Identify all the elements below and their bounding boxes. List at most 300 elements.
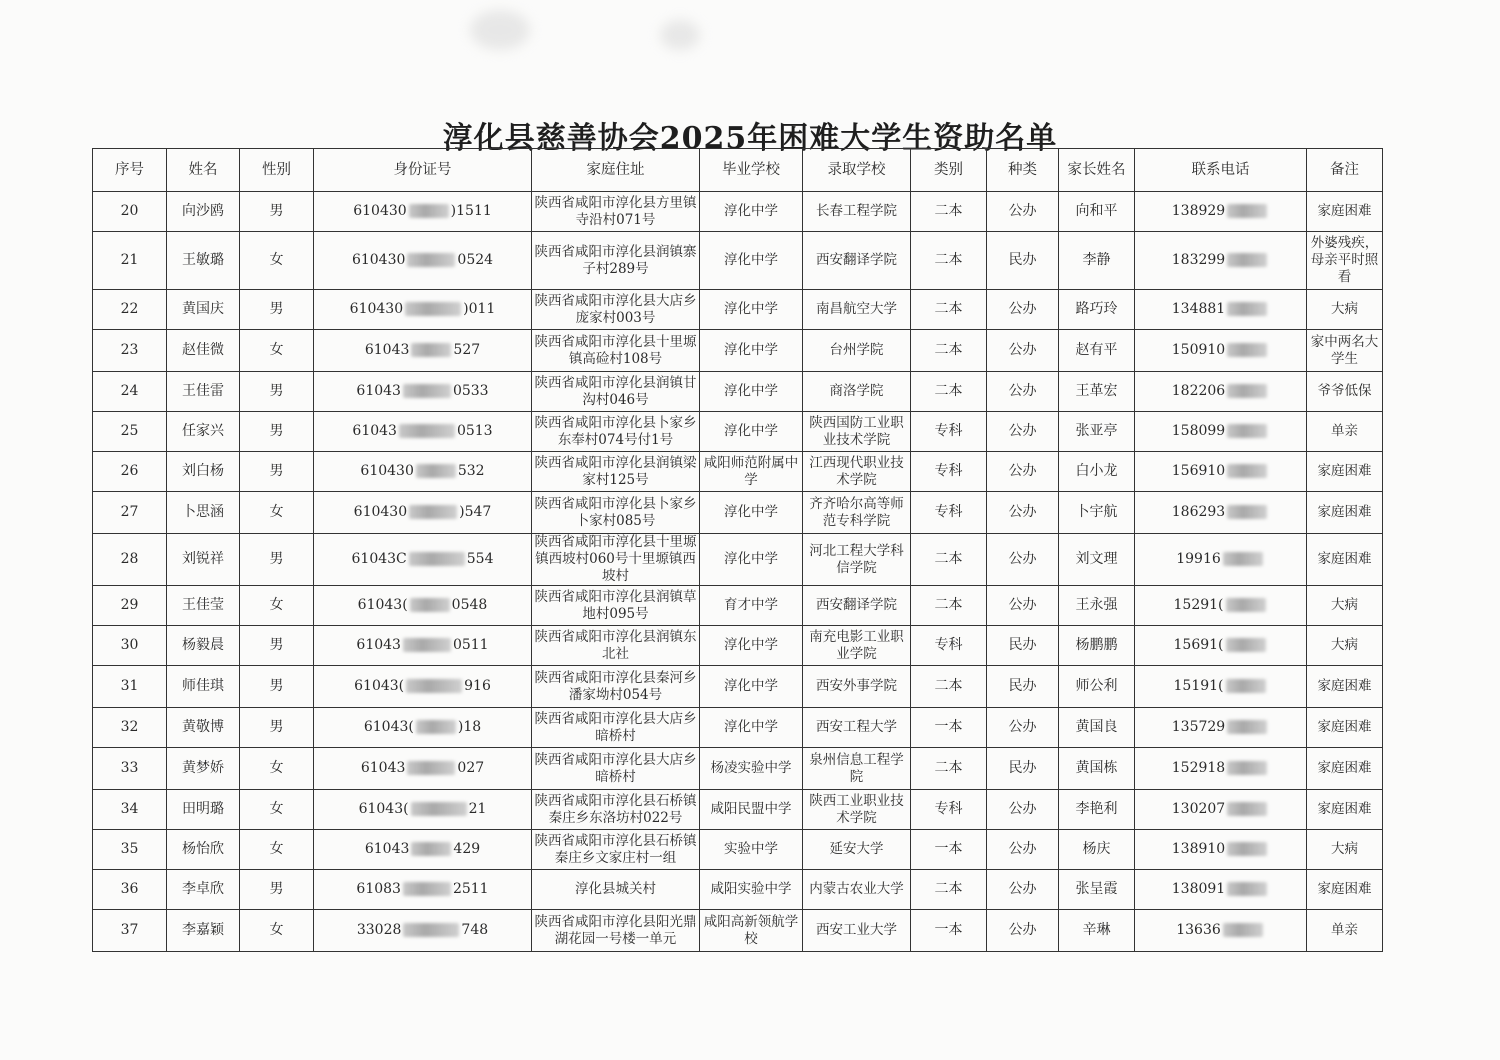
id-prefix: 610430 xyxy=(353,504,408,520)
phone-number xyxy=(1135,492,1307,534)
phone-prefix: 15691( xyxy=(1173,637,1224,653)
phone-prefix: 15191( xyxy=(1173,678,1224,694)
redaction-mask xyxy=(403,882,451,896)
phone-prefix: 158099 xyxy=(1171,423,1226,439)
parent-name: 黄国良 xyxy=(1059,708,1135,748)
category: 二本 xyxy=(911,666,987,708)
row-no: 27 xyxy=(93,492,167,534)
id-number xyxy=(314,192,532,232)
id-suffix: 916 xyxy=(464,678,491,694)
id-prefix: 61043 xyxy=(356,637,401,653)
gender: 女 xyxy=(240,586,314,626)
parent-name: 路巧玲 xyxy=(1059,290,1135,330)
table-row xyxy=(93,870,1383,910)
redaction-mask xyxy=(399,424,455,438)
table-row xyxy=(93,790,1383,830)
id-suffix: 527 xyxy=(453,342,481,358)
id-prefix: 610430 xyxy=(353,203,407,219)
redaction-mask xyxy=(1227,302,1267,316)
student-name: 师佳琪 xyxy=(167,666,240,708)
student-name: 刘白杨 xyxy=(167,452,240,492)
id-number xyxy=(314,232,532,290)
table-row xyxy=(93,192,1383,232)
graduation-school: 淳化中学 xyxy=(700,290,803,330)
scan-smudge xyxy=(470,10,530,50)
note: 单亲 xyxy=(1307,910,1383,952)
header-no: 序号 xyxy=(93,149,167,192)
student-name: 王佳莹 xyxy=(167,586,240,626)
id-suffix: 0533 xyxy=(452,383,489,399)
student-name: 卜思涵 xyxy=(167,492,240,534)
id-prefix: 61043 xyxy=(360,760,406,776)
home-address: 陕西省咸阳市淳化县阳光鼎湖花园一号楼一单元 xyxy=(532,910,700,952)
parent-name: 向和平 xyxy=(1059,192,1135,232)
school-type: 公办 xyxy=(987,534,1059,586)
gender: 男 xyxy=(240,192,314,232)
student-name: 赵佳微 xyxy=(167,330,240,372)
gender: 女 xyxy=(240,910,314,952)
phone-prefix: 138929 xyxy=(1171,203,1226,219)
school-type: 公办 xyxy=(987,830,1059,870)
phone-number xyxy=(1135,748,1307,790)
row-no: 28 xyxy=(93,534,167,586)
redaction-mask xyxy=(1226,679,1266,693)
header-type: 种类 xyxy=(987,149,1059,192)
home-address: 陕西省咸阳市淳化县润镇寨子村289号 xyxy=(532,232,700,290)
school-type: 公办 xyxy=(987,372,1059,412)
row-no: 34 xyxy=(93,790,167,830)
row-no: 23 xyxy=(93,330,167,372)
parent-name: 杨庆 xyxy=(1059,830,1135,870)
id-suffix: 748 xyxy=(461,922,489,938)
row-no: 30 xyxy=(93,626,167,666)
phone-number xyxy=(1135,626,1307,666)
phone-number xyxy=(1135,586,1307,626)
gender: 女 xyxy=(240,232,314,290)
id-number xyxy=(314,626,532,666)
admission-school: 长春工程学院 xyxy=(803,192,911,232)
id-suffix: 554 xyxy=(466,551,494,567)
admission-school: 内蒙古农业大学 xyxy=(803,870,911,910)
table-row xyxy=(93,330,1383,372)
redaction-mask xyxy=(405,302,461,316)
student-name: 向沙鸥 xyxy=(167,192,240,232)
home-address: 陕西省咸阳市淳化县大店乡庞家村003号 xyxy=(532,290,700,330)
graduation-school: 咸阳高新领航学校 xyxy=(700,910,803,952)
admission-school: 延安大学 xyxy=(803,830,911,870)
phone-number xyxy=(1135,708,1307,748)
category: 二本 xyxy=(911,330,987,372)
table-row xyxy=(93,708,1383,748)
redaction-mask xyxy=(403,923,459,937)
category: 专科 xyxy=(911,492,987,534)
phone-number xyxy=(1135,372,1307,412)
id-prefix: 61043( xyxy=(354,678,405,694)
gender: 女 xyxy=(240,830,314,870)
id-prefix: 61043( xyxy=(357,597,408,613)
id-number xyxy=(314,534,532,586)
redaction-mask xyxy=(407,253,455,267)
redaction-mask xyxy=(406,679,462,693)
id-suffix: 21 xyxy=(468,801,487,817)
row-no: 36 xyxy=(93,870,167,910)
id-number xyxy=(314,412,532,452)
row-no: 22 xyxy=(93,290,167,330)
student-name: 王敏璐 xyxy=(167,232,240,290)
redaction-mask xyxy=(409,505,457,519)
parent-name: 王永强 xyxy=(1059,586,1135,626)
redaction-mask xyxy=(409,552,465,566)
redaction-mask xyxy=(1226,638,1266,652)
gender: 男 xyxy=(240,870,314,910)
header-note: 备注 xyxy=(1307,149,1383,192)
row-no: 25 xyxy=(93,412,167,452)
header-name: 姓名 xyxy=(167,149,240,192)
id-suffix: 0548 xyxy=(451,597,488,613)
id-prefix: 61083 xyxy=(356,881,401,897)
page-title: 淳化县慈善协会2025年困难大学生资助名单 xyxy=(442,121,1058,156)
admission-school: 南昌航空大学 xyxy=(803,290,911,330)
row-no: 37 xyxy=(93,910,167,952)
graduation-school: 淳化中学 xyxy=(700,492,803,534)
parent-name: 师公利 xyxy=(1059,666,1135,708)
redaction-mask xyxy=(1227,204,1267,218)
id-prefix: 61043( xyxy=(363,719,414,735)
header-parent-name: 家长姓名 xyxy=(1059,149,1135,192)
header-phone: 联系电话 xyxy=(1135,149,1307,192)
home-address: 陕西省咸阳市淳化县卜家乡卜家村085号 xyxy=(532,492,700,534)
row-no: 24 xyxy=(93,372,167,412)
phone-prefix: 13636 xyxy=(1176,922,1221,938)
note: 家中两名大学生 xyxy=(1307,330,1383,372)
id-number xyxy=(314,586,532,626)
category: 一本 xyxy=(911,708,987,748)
admission-school: 西安外事学院 xyxy=(803,666,911,708)
gender: 男 xyxy=(240,412,314,452)
graduation-school: 淳化中学 xyxy=(700,232,803,290)
student-name: 田明璐 xyxy=(167,790,240,830)
id-prefix: 61043 xyxy=(364,841,410,857)
category: 专科 xyxy=(911,412,987,452)
note: 家庭困难 xyxy=(1307,492,1383,534)
student-name: 黄国庆 xyxy=(167,290,240,330)
parent-name: 张亚亭 xyxy=(1059,412,1135,452)
phone-prefix: 186293 xyxy=(1171,504,1226,520)
phone-number xyxy=(1135,452,1307,492)
student-name: 李卓欣 xyxy=(167,870,240,910)
graduation-school: 咸阳实验中学 xyxy=(700,870,803,910)
id-suffix: 0513 xyxy=(456,423,493,439)
note: 家庭困难 xyxy=(1307,708,1383,748)
phone-number xyxy=(1135,666,1307,708)
row-no: 33 xyxy=(93,748,167,790)
id-suffix: 2511 xyxy=(452,881,489,897)
redaction-mask xyxy=(1223,923,1263,937)
id-suffix: )18 xyxy=(457,719,482,735)
gender: 男 xyxy=(240,708,314,748)
note: 家庭困难 xyxy=(1307,192,1383,232)
id-suffix: 027 xyxy=(457,760,485,776)
id-prefix: 610430 xyxy=(349,301,404,317)
id-prefix: 61043( xyxy=(358,801,409,817)
parent-name: 刘文理 xyxy=(1059,534,1135,586)
phone-prefix: 182206 xyxy=(1171,383,1226,399)
phone-number xyxy=(1135,290,1307,330)
id-number xyxy=(314,748,532,790)
scan-smudge xyxy=(660,20,700,50)
id-number xyxy=(314,666,532,708)
redaction-mask xyxy=(1227,505,1267,519)
admission-school: 台州学院 xyxy=(803,330,911,372)
note: 家庭困难 xyxy=(1307,748,1383,790)
admission-school: 陕西国防工业职业技术学院 xyxy=(803,412,911,452)
school-type: 民办 xyxy=(987,666,1059,708)
redaction-mask xyxy=(1227,802,1267,816)
graduation-school: 咸阳民盟中学 xyxy=(700,790,803,830)
table-row xyxy=(93,232,1383,290)
phone-prefix: 156910 xyxy=(1171,463,1226,479)
category: 二本 xyxy=(911,372,987,412)
phone-prefix: 138091 xyxy=(1171,881,1226,897)
redaction-mask xyxy=(1227,882,1267,896)
id-number xyxy=(314,492,532,534)
table-row xyxy=(93,290,1383,330)
home-address: 陕西省咸阳市淳化县大店乡暗桥村 xyxy=(532,708,700,748)
student-name: 刘锐祥 xyxy=(167,534,240,586)
redaction-mask xyxy=(1227,253,1267,267)
table-row xyxy=(93,910,1383,952)
school-type: 公办 xyxy=(987,412,1059,452)
table-row xyxy=(93,492,1383,534)
note: 大病 xyxy=(1307,290,1383,330)
admission-school: 齐齐哈尔高等师范专科学院 xyxy=(803,492,911,534)
redaction-mask xyxy=(409,204,449,218)
home-address: 陕西省咸阳市淳化县十里塬镇高硷村108号 xyxy=(532,330,700,372)
parent-name: 杨鹏鹏 xyxy=(1059,626,1135,666)
home-address: 陕西省咸阳市淳化县卜家乡东奉村074号付1号 xyxy=(532,412,700,452)
parent-name: 李艳利 xyxy=(1059,790,1135,830)
category: 二本 xyxy=(911,290,987,330)
graduation-school: 育才中学 xyxy=(700,586,803,626)
student-name: 杨毅晨 xyxy=(167,626,240,666)
id-number xyxy=(314,372,532,412)
graduation-school: 杨凌实验中学 xyxy=(700,748,803,790)
phone-number xyxy=(1135,330,1307,372)
id-suffix: )011 xyxy=(463,301,496,317)
school-type: 民办 xyxy=(987,626,1059,666)
redaction-mask xyxy=(1227,464,1267,478)
note: 家庭困难 xyxy=(1307,790,1383,830)
graduation-school: 淳化中学 xyxy=(700,708,803,748)
category: 专科 xyxy=(911,790,987,830)
table-row xyxy=(93,666,1383,708)
id-suffix: 429 xyxy=(453,841,481,857)
redaction-mask xyxy=(1227,343,1267,357)
table-row xyxy=(93,372,1383,412)
row-no: 32 xyxy=(93,708,167,748)
category: 二本 xyxy=(911,192,987,232)
home-address: 陕西省咸阳市淳化县秦河乡潘家坳村054号 xyxy=(532,666,700,708)
category: 专科 xyxy=(911,452,987,492)
note: 大病 xyxy=(1307,586,1383,626)
graduation-school: 咸阳师范附属中学 xyxy=(700,452,803,492)
graduation-school: 实验中学 xyxy=(700,830,803,870)
student-name: 王佳雷 xyxy=(167,372,240,412)
gender: 女 xyxy=(240,492,314,534)
table-row xyxy=(93,452,1383,492)
id-number xyxy=(314,330,532,372)
graduation-school: 淳化中学 xyxy=(700,192,803,232)
redaction-mask xyxy=(403,638,451,652)
school-type: 公办 xyxy=(987,870,1059,910)
row-no: 31 xyxy=(93,666,167,708)
redaction-mask xyxy=(410,598,450,612)
school-type: 公办 xyxy=(987,910,1059,952)
category: 二本 xyxy=(911,748,987,790)
gender: 女 xyxy=(240,330,314,372)
gender: 男 xyxy=(240,290,314,330)
home-address: 陕西省咸阳市淳化县润镇梁家村125号 xyxy=(532,452,700,492)
school-type: 公办 xyxy=(987,790,1059,830)
redaction-mask xyxy=(1227,424,1267,438)
table-row xyxy=(93,412,1383,452)
parent-name: 张呈霞 xyxy=(1059,870,1135,910)
gender: 女 xyxy=(240,790,314,830)
row-no: 26 xyxy=(93,452,167,492)
id-suffix: )1511 xyxy=(450,203,492,219)
home-address: 陕西省咸阳市淳化县十里塬镇西坡村060号十里塬镇西坡村 xyxy=(532,534,700,586)
school-type: 公办 xyxy=(987,452,1059,492)
school-type: 民办 xyxy=(987,748,1059,790)
phone-number xyxy=(1135,232,1307,290)
table-row xyxy=(93,830,1383,870)
id-number xyxy=(314,870,532,910)
redaction-mask xyxy=(411,802,467,816)
admission-school: 陕西工业职业技术学院 xyxy=(803,790,911,830)
header-grad-school: 毕业学校 xyxy=(700,149,803,192)
note: 家庭困难 xyxy=(1307,870,1383,910)
school-type: 公办 xyxy=(987,192,1059,232)
school-type: 公办 xyxy=(987,708,1059,748)
graduation-school: 淳化中学 xyxy=(700,330,803,372)
header-gender: 性别 xyxy=(240,149,314,192)
parent-name: 王革宏 xyxy=(1059,372,1135,412)
table-row xyxy=(93,534,1383,586)
school-type: 公办 xyxy=(987,290,1059,330)
phone-prefix: 134881 xyxy=(1171,301,1226,317)
graduation-school: 淳化中学 xyxy=(700,666,803,708)
category: 二本 xyxy=(911,534,987,586)
id-prefix: 610430 xyxy=(360,463,414,479)
note: 大病 xyxy=(1307,830,1383,870)
table-row xyxy=(93,748,1383,790)
home-address: 陕西省咸阳市淳化县润镇甘沟村046号 xyxy=(532,372,700,412)
home-address: 陕西省咸阳市淳化县润镇东北社 xyxy=(532,626,700,666)
parent-name: 卜宇航 xyxy=(1059,492,1135,534)
gender: 男 xyxy=(240,534,314,586)
aid-roster-table xyxy=(92,148,1383,952)
student-name: 黄敬博 xyxy=(167,708,240,748)
header-admit-school: 录取学校 xyxy=(803,149,911,192)
phone-prefix: 15291( xyxy=(1173,597,1224,613)
gender: 男 xyxy=(240,452,314,492)
redaction-mask xyxy=(1226,598,1266,612)
school-type: 公办 xyxy=(987,586,1059,626)
parent-name: 李静 xyxy=(1059,232,1135,290)
phone-number xyxy=(1135,830,1307,870)
redaction-mask xyxy=(416,464,456,478)
redaction-mask xyxy=(411,343,451,357)
student-name: 杨怡欣 xyxy=(167,830,240,870)
phone-number xyxy=(1135,870,1307,910)
phone-number xyxy=(1135,412,1307,452)
admission-school: 西安工业大学 xyxy=(803,910,911,952)
category: 专科 xyxy=(911,626,987,666)
category: 一本 xyxy=(911,830,987,870)
redaction-mask xyxy=(1227,842,1267,856)
table-row xyxy=(93,586,1383,626)
note: 家庭困难 xyxy=(1307,534,1383,586)
home-address: 陕西省咸阳市淳化县石桥镇秦庄乡东洛坊村022号 xyxy=(532,790,700,830)
phone-prefix: 138910 xyxy=(1171,841,1226,857)
admission-school: 商洛学院 xyxy=(803,372,911,412)
redaction-mask xyxy=(411,842,451,856)
note: 单亲 xyxy=(1307,412,1383,452)
parent-name: 黄国栋 xyxy=(1059,748,1135,790)
gender: 男 xyxy=(240,666,314,708)
admission-school: 江西现代职业技术学院 xyxy=(803,452,911,492)
phone-prefix: 135729 xyxy=(1171,719,1226,735)
header-row xyxy=(93,149,1383,192)
id-suffix: 532 xyxy=(457,463,485,479)
gender: 男 xyxy=(240,626,314,666)
school-type: 公办 xyxy=(987,492,1059,534)
id-suffix: 0511 xyxy=(452,637,489,653)
id-number xyxy=(314,290,532,330)
id-number xyxy=(314,708,532,748)
category: 二本 xyxy=(911,586,987,626)
school-type: 民办 xyxy=(987,232,1059,290)
id-prefix: 61043 xyxy=(356,383,401,399)
home-address: 淳化县城关村 xyxy=(532,870,700,910)
phone-number xyxy=(1135,910,1307,952)
header-category: 类别 xyxy=(911,149,987,192)
home-address: 陕西省咸阳市淳化县大店乡暗桥村 xyxy=(532,748,700,790)
student-name: 任家兴 xyxy=(167,412,240,452)
redaction-mask xyxy=(1227,761,1267,775)
phone-prefix: 150910 xyxy=(1171,342,1226,358)
phone-number xyxy=(1135,790,1307,830)
redaction-mask xyxy=(403,384,451,398)
id-number xyxy=(314,452,532,492)
home-address: 陕西省咸阳市淳化县方里镇寺沿村071号 xyxy=(532,192,700,232)
row-no: 35 xyxy=(93,830,167,870)
admission-school: 南充电影工业职业学院 xyxy=(803,626,911,666)
home-address: 陕西省咸阳市淳化县润镇草地村095号 xyxy=(532,586,700,626)
redaction-mask xyxy=(416,720,456,734)
row-no: 21 xyxy=(93,232,167,290)
graduation-school: 淳化中学 xyxy=(700,412,803,452)
row-no: 29 xyxy=(93,586,167,626)
header-id-number: 身份证号 xyxy=(314,149,532,192)
gender: 女 xyxy=(240,748,314,790)
id-number xyxy=(314,830,532,870)
header-address: 家庭住址 xyxy=(532,149,700,192)
gender: 男 xyxy=(240,372,314,412)
graduation-school: 淳化中学 xyxy=(700,372,803,412)
redaction-mask xyxy=(1227,720,1267,734)
id-prefix: 33028 xyxy=(356,922,402,938)
